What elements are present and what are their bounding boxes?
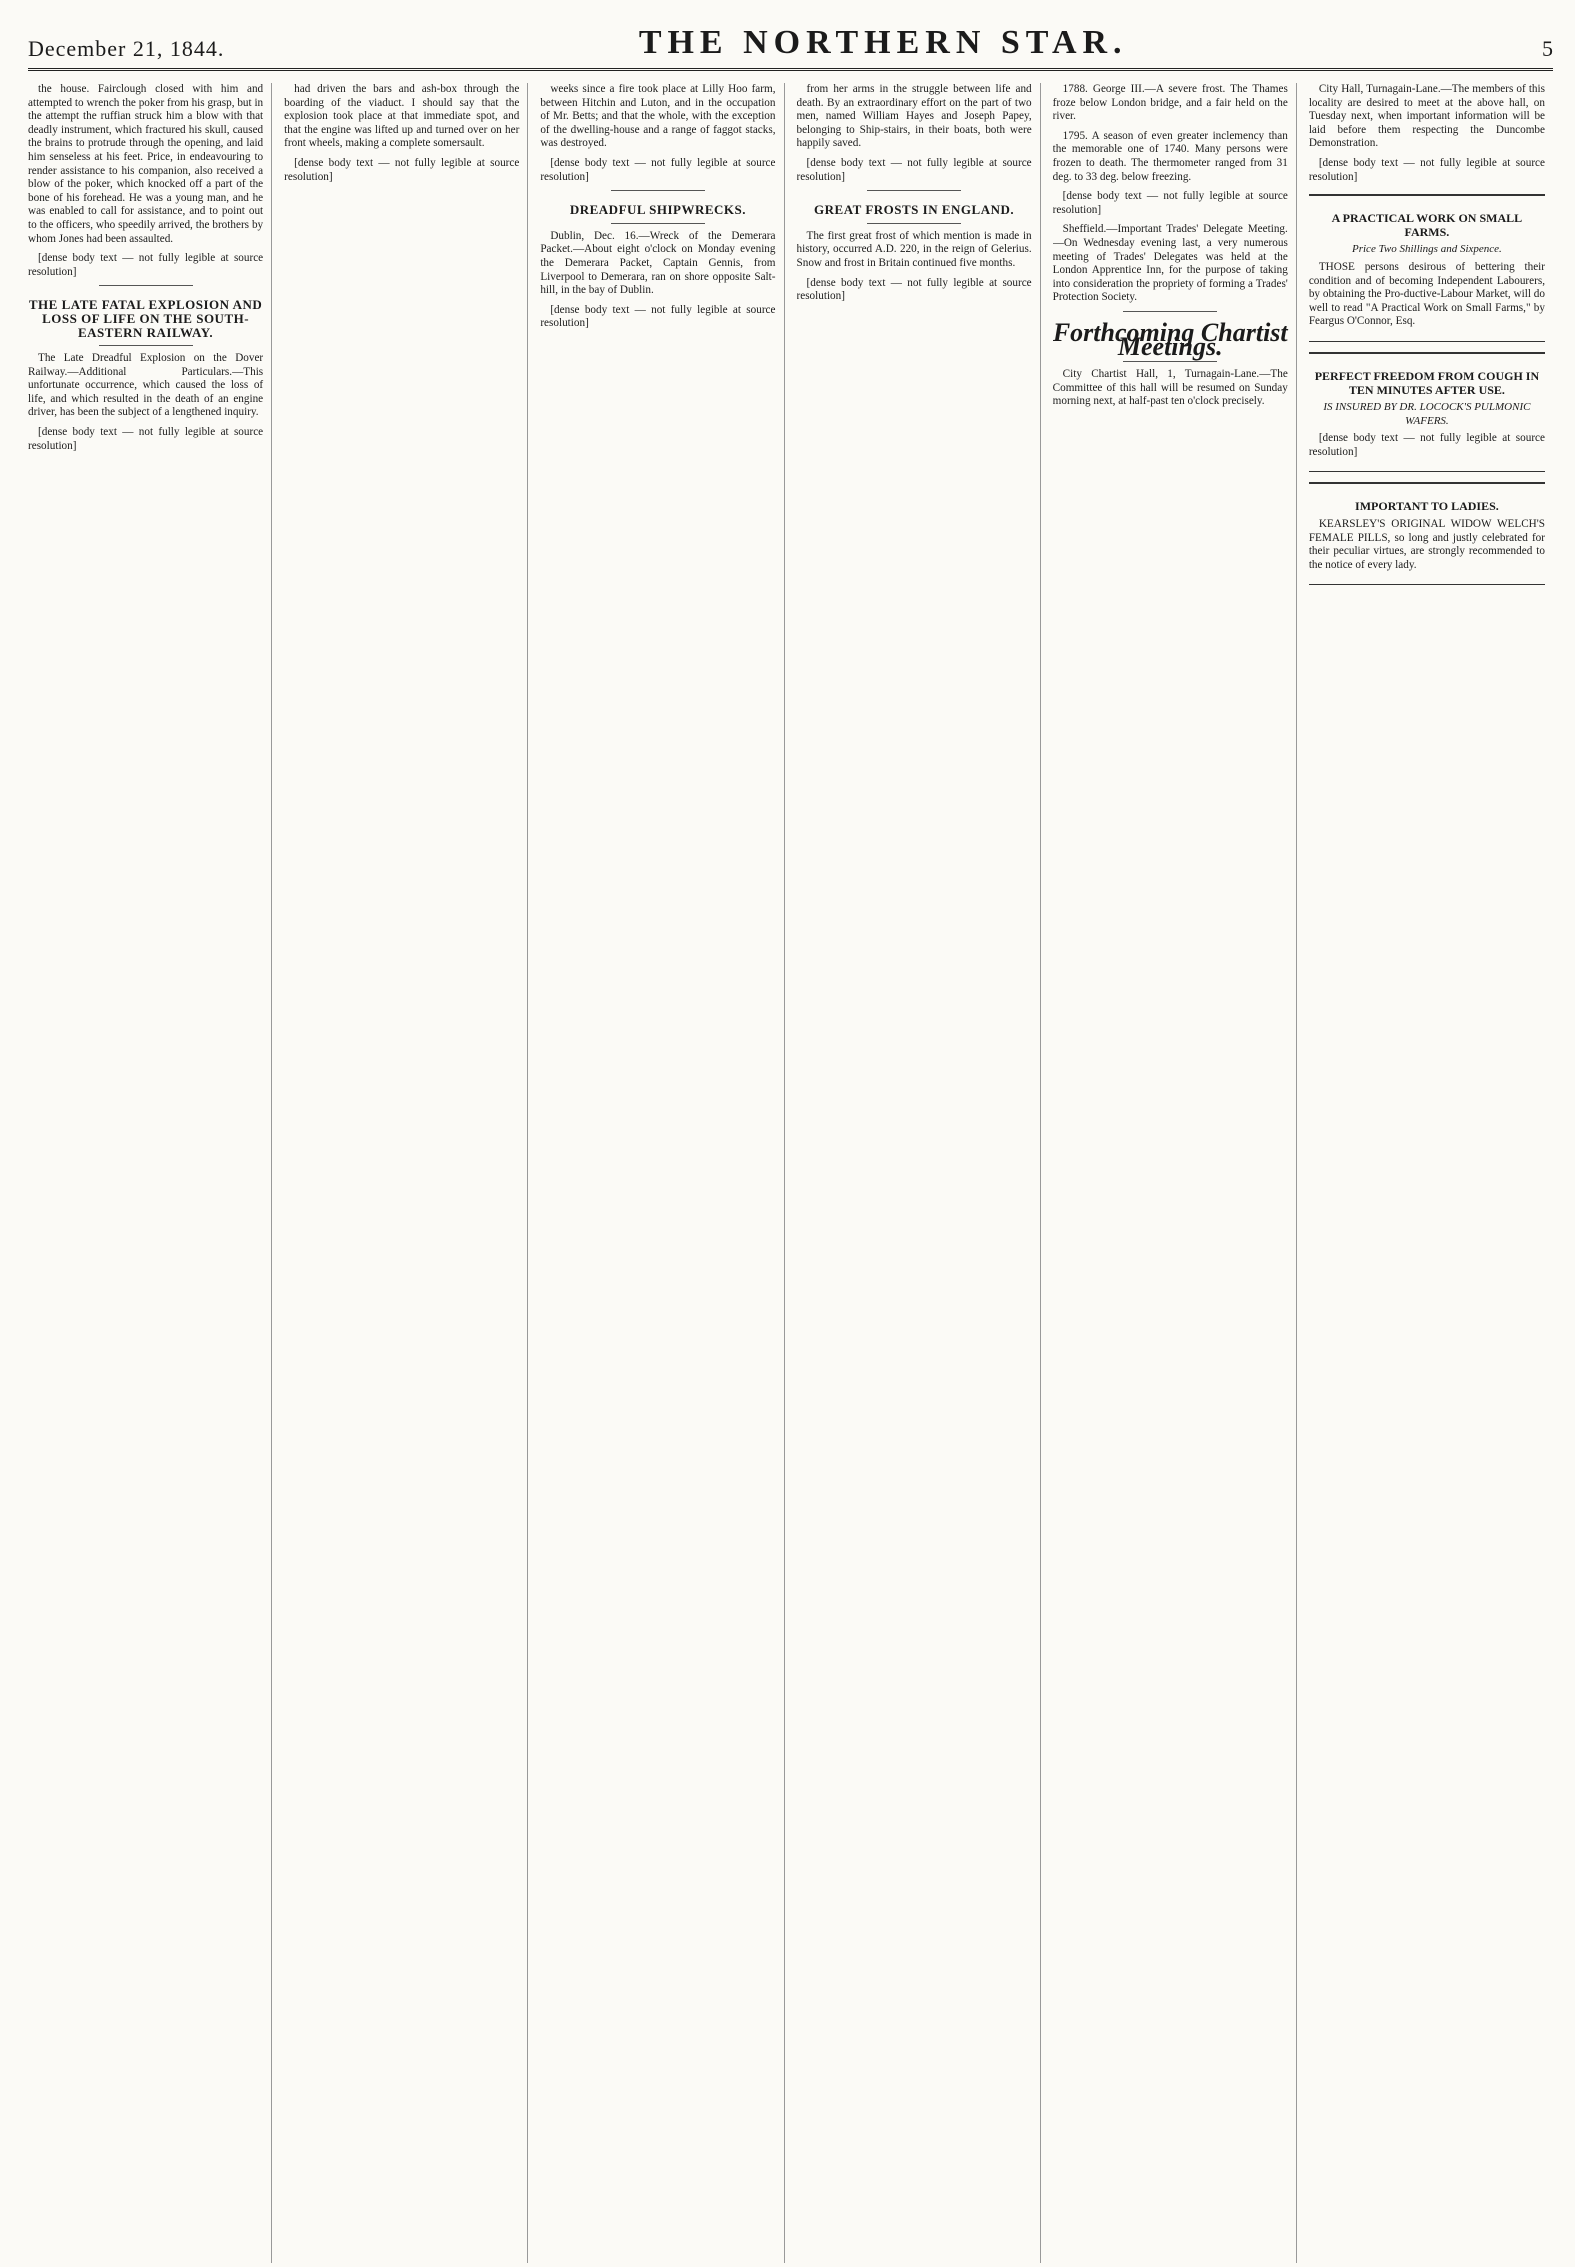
ad-title: PERFECT FREEDOM FROM COUGH IN TEN MINUTES AFTER USE. bbox=[1314, 368, 1540, 397]
masthead bbox=[28, 18, 1553, 71]
divider bbox=[99, 345, 193, 346]
ad-title: IMPORTANT TO LADIES. bbox=[1355, 499, 1499, 514]
column-2-paragraph: [dense body text — not fully legible at source resolution] bbox=[284, 156, 520, 183]
column-3 bbox=[540, 83, 784, 2263]
divider bbox=[1123, 361, 1217, 362]
column-3-paragraph: weeks since a fire took place at Lilly Hoo farm, between Hitchin and Luton, and in the occupation of Mr. Betts; and that the whole, with the exception of the dwelling-house and a range of faggot stacks, was destroyed. bbox=[540, 83, 776, 150]
column-1-paragraph: [dense body text — not fully legible at source resolution] bbox=[28, 252, 264, 278]
column-1-paragraph: [dense body text — not fully legible at source resolution] bbox=[28, 426, 264, 452]
column-3-paragraph: [dense body text — not fully legible at source resolution] bbox=[540, 156, 776, 183]
article-heading: THE LATE FATAL EXPLOSION AND LOSS OF LIFE ON THE SOUTH-EASTERN RAILWAY. bbox=[28, 297, 263, 340]
column-1 bbox=[28, 83, 272, 2263]
ad-text: THOSE persons desirous of bettering their condition and of becoming Independent Labourers, by obtaining the Pro-ductive-Labour Market, will do well to read "A Practical Work on Small Farms," by Feargus O'Connor, Esq. bbox=[1308, 260, 1545, 328]
divider bbox=[611, 190, 705, 191]
column-5-paragraph: Sheffield.—Important Trades' Delegate Meeting.—On Wednesday evening last, a very numerous meeting of Trades' Delegates was held at the London Apprentice Inn, for the purpose of taking into consideration the propriety of forming a Trades' Protection Society. bbox=[1052, 223, 1288, 304]
column-3-paragraph: Dublin, Dec. 16.—Wreck of the Demerara Packet.—About eight o'clock on Monday evening the Demerara Packet, Captain Gennis, from Liverpool to Demerara, ran on shore opposite Salt-hill, in the bay of Dublin. bbox=[540, 229, 776, 297]
column-5 bbox=[1053, 83, 1297, 2263]
column-4-paragraph: from her arms in the struggle between life and death. By an extraordinary effort on the part of two men, named William Hayes and Joseph Papey, belonging to Ship-stairs, in their boats, both were happily saved. bbox=[796, 83, 1032, 150]
divider bbox=[611, 223, 705, 224]
ad-subtitle: IS INSURED BY DR. LOCOCK'S PULMONIC WAFERS. bbox=[1323, 401, 1531, 427]
advertisement bbox=[1309, 352, 1545, 473]
ad-text: [dense body text — not fully legible at source resolution] bbox=[1308, 432, 1545, 458]
divider bbox=[1123, 311, 1217, 312]
column-5-paragraph: 1795. A season of even greater inclemency than the memorable one of 1740. Many persons were frozen to death. The thermometer ranged from 31 deg. to 33 deg. below freezing. bbox=[1052, 129, 1288, 183]
article-columns bbox=[28, 83, 1553, 2263]
column-1-paragraph: the house. Fairclough closed with him and attempted to wrench the poker from his grasp, but in the attempt the ruffian struck him a blow with that deadly instrument, which fractured his skull, caused the brains to protrude through the opening, and laid him senseless at his feet. Price, in endeavouring to render assistance to his companion, also received a blow of the poker, which knocked off a part of the bone of his forehead. He was a young man, and he was enabled to call for assistance, and to point out to the officers, who speedily arrived, the brothers by whom Jones had been assaulted. bbox=[28, 83, 264, 245]
column-4-paragraph: [dense body text — not fully legible at source resolution] bbox=[796, 156, 1032, 183]
advertisement bbox=[1309, 482, 1545, 585]
article-heading: DREADFUL SHIPWRECKS. bbox=[569, 202, 746, 218]
divider bbox=[99, 285, 193, 286]
column-5-paragraph: [dense body text — not fully legible at source resolution] bbox=[1052, 190, 1288, 216]
divider bbox=[867, 223, 961, 224]
column-6 bbox=[1309, 83, 1553, 2263]
article-heading: GREAT FROSTS IN ENGLAND. bbox=[814, 202, 1015, 218]
column-2-paragraph: had driven the bars and ash-box through the boarding of the viaduct. I should say that the explosion took place at that immediate spot, and that the engine was lifted up and turned over on her front wheels, making a complete somersault. bbox=[284, 83, 520, 150]
column-5-paragraph: 1788. George III.—A severe frost. The Thames froze below London bridge, and a fair held on the river. bbox=[1052, 83, 1288, 123]
newspaper-title: THE NORTHERN STAR. bbox=[638, 24, 1128, 61]
ad-title: A PRACTICAL WORK ON SMALL FARMS. bbox=[1331, 211, 1523, 239]
divider bbox=[867, 190, 961, 191]
column-4-paragraph: The first great frost of which mention is made in history, occurred A.D. 220, in the reign of Gelerius. Snow and frost in Britain continued five months. bbox=[796, 229, 1032, 269]
meeting-notice: City Chartist Hall, 1, Turnagain-Lane.—The Committee of this hall will be resumed on Sunday morning next, at half-past ten o'clock precisely. bbox=[1052, 368, 1288, 408]
ad-text: KEARSLEY'S ORIGINAL WIDOW WELCH'S FEMALE PILLS, so long and justly celebrated for their peculiar virtues, are strongly recommended to the notice of every lady. bbox=[1308, 518, 1545, 571]
column-6-paragraph: City Hall, Turnagain-Lane.—The members of this locality are desired to meet at the above hall, on Tuesday next, when important information will be laid before them respecting the Duncombe Demonstration. bbox=[1308, 83, 1545, 150]
advertisement bbox=[1309, 194, 1545, 342]
column-4 bbox=[797, 83, 1041, 2263]
column-1-paragraph: The Late Dreadful Explosion on the Dover Railway.—Additional Particulars.—This unfortunate occurrence, which caused the loss of life, and which resulted in the death of an engine driver, has been the subject of a lengthened inquiry. bbox=[28, 352, 264, 419]
column-4-paragraph: [dense body text — not fully legible at source resolution] bbox=[796, 276, 1032, 303]
issue-date: December 21, 1844. bbox=[28, 36, 225, 61]
section-heading: Forthcoming Chartist Meetings. bbox=[1052, 317, 1288, 361]
column-2 bbox=[284, 83, 528, 2263]
ad-subtitle: Price Two Shillings and Sixpence. bbox=[1352, 243, 1502, 256]
column-6-paragraph: [dense body text — not fully legible at source resolution] bbox=[1308, 156, 1545, 183]
column-3-paragraph: [dense body text — not fully legible at source resolution] bbox=[540, 303, 776, 330]
page-number: 5 bbox=[1541, 36, 1553, 61]
